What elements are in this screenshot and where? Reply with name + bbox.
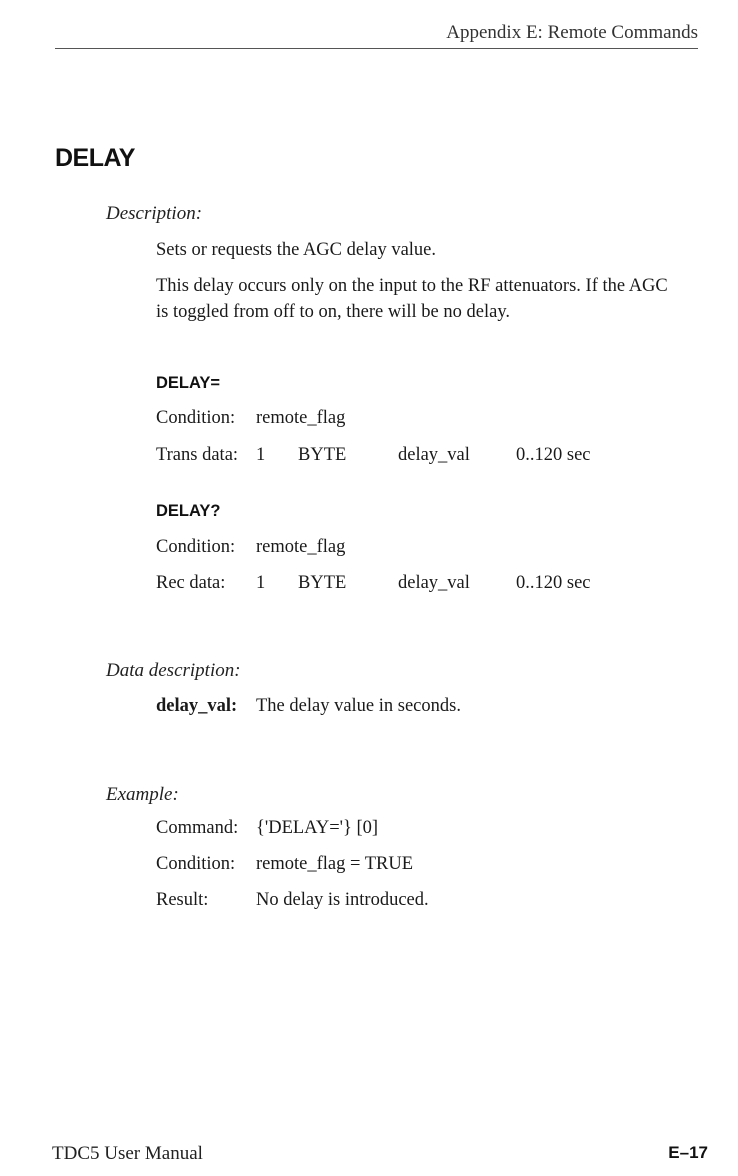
- data-label: Trans data:: [156, 445, 239, 465]
- example-command-label: Command:: [156, 818, 239, 838]
- data-definition: The delay value in seconds.: [256, 696, 461, 716]
- example-condition-value: remote_flag = TRUE: [256, 854, 414, 874]
- description-heading: Description:: [106, 203, 203, 224]
- example-result-value: No delay is introduced.: [256, 890, 429, 910]
- description-paragraph-2: This delay occurs only on the input to the RF attenuators. If the AGC is toggled from off to on, there will be no delay.: [156, 276, 668, 322]
- data-description-heading: Data description:: [106, 660, 241, 681]
- query-command-name: DELAY?: [156, 502, 221, 520]
- data-count: 1: [256, 573, 266, 593]
- example-command-value: {'DELAY='} [0]: [256, 818, 379, 838]
- section-title: DELAY: [55, 144, 135, 172]
- footer-manual-title: TDC5 User Manual: [52, 1143, 203, 1164]
- data-label: Rec data:: [156, 573, 226, 593]
- header-rule: [55, 48, 698, 49]
- example-heading: Example:: [106, 784, 179, 805]
- data-param: delay_val: [398, 573, 470, 593]
- footer-page-number: E–17: [668, 1143, 708, 1162]
- set-command-name: DELAY=: [156, 374, 221, 392]
- data-count: 1: [256, 445, 266, 465]
- data-param: delay_val: [398, 445, 470, 465]
- data-range: 0..120 sec: [516, 573, 591, 593]
- condition-value: remote_flag: [256, 537, 346, 557]
- condition-label: Condition:: [156, 408, 236, 428]
- condition-value: remote_flag: [256, 408, 346, 428]
- data-term: delay_val:: [156, 696, 238, 716]
- data-range: 0..120 sec: [516, 445, 591, 465]
- condition-label: Condition:: [156, 537, 236, 557]
- example-result-label: Result:: [156, 890, 209, 910]
- example-condition-label: Condition:: [156, 854, 236, 874]
- data-type: BYTE: [298, 445, 347, 465]
- description-paragraph-1: Sets or requests the AGC delay value.: [156, 240, 437, 260]
- data-type: BYTE: [298, 573, 347, 593]
- running-header: Appendix E: Remote Commands: [446, 22, 698, 43]
